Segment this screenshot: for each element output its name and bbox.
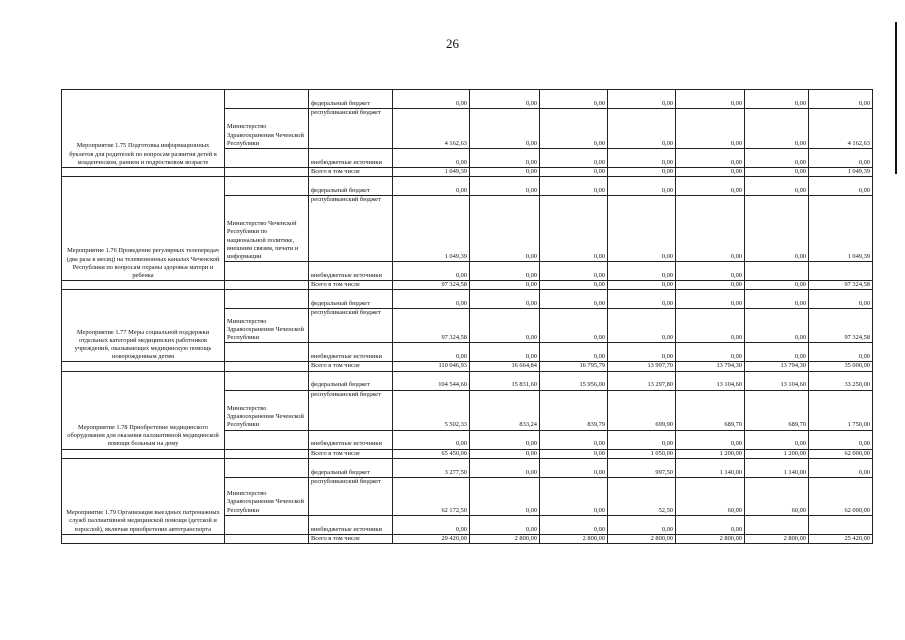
amount-cell: 0,00 xyxy=(608,281,676,290)
amount-cell: 0,00 xyxy=(676,309,745,343)
amount-cell: 0,00 xyxy=(540,168,608,177)
amount-cell: 0,00 xyxy=(676,177,745,196)
amount-cell: 0,00 xyxy=(608,109,676,149)
measure-title: Мероприятие 1.78 Приобретение медицинского оборудования для оказания паллиативной медицинской помощи больным на дому xyxy=(62,371,225,449)
amount-cell: 0,00 xyxy=(809,290,873,309)
federal-row xyxy=(62,90,873,109)
amount-cell: 0,00 xyxy=(809,430,873,449)
amount-cell: 0,00 xyxy=(676,290,745,309)
amount-cell: 0,00 xyxy=(608,309,676,343)
empty-cell xyxy=(225,458,309,477)
amount-cell: 0,00 xyxy=(470,177,540,196)
amount-cell: 0,00 xyxy=(745,196,809,262)
amount-cell: 0,00 xyxy=(745,281,809,290)
page-number: 26 xyxy=(446,36,459,51)
amount-cell xyxy=(745,515,809,534)
amount-cell: 0,00 xyxy=(608,430,676,449)
total-row xyxy=(62,362,873,371)
source-label: республиканский бюджет xyxy=(309,309,393,343)
amount-cell: 1 750,00 xyxy=(809,390,873,430)
amount-cell: 0,00 xyxy=(393,177,470,196)
amount-cell: 0,00 xyxy=(676,109,745,149)
empty-cell xyxy=(225,177,309,196)
federal-row xyxy=(62,290,873,309)
empty-cell xyxy=(62,449,225,458)
amount-cell: 0,00 xyxy=(745,343,809,362)
amount-cell: 104 544,60 xyxy=(393,371,470,390)
executor: Министерство Чеченской Республики по национальной политике, внешним связям, печати и информации xyxy=(225,196,309,262)
amount-cell: 0,00 xyxy=(745,149,809,168)
scan-edge-line xyxy=(895,22,897,174)
amount-cell: 1 050,00 xyxy=(608,449,676,458)
amount-cell: 13 104,60 xyxy=(676,371,745,390)
amount-cell: 0,00 xyxy=(540,149,608,168)
amount-cell: 2 800,00 xyxy=(540,534,608,543)
source-label: федеральный бюджет xyxy=(309,458,393,477)
empty-cell xyxy=(62,281,225,290)
amount-cell: 0,00 xyxy=(608,149,676,168)
amount-cell xyxy=(809,262,873,281)
amount-cell: 2 800,00 xyxy=(470,534,540,543)
amount-cell: 0,00 xyxy=(608,290,676,309)
amount-cell: 0,00 xyxy=(676,149,745,168)
amount-cell: 0,00 xyxy=(470,281,540,290)
amount-cell: 52,50 xyxy=(608,477,676,515)
amount-cell: 0,00 xyxy=(393,290,470,309)
amount-cell: 0,00 xyxy=(676,281,745,290)
budget-table-body xyxy=(62,90,873,544)
empty-cell xyxy=(225,149,309,168)
amount-cell: 1 140,00 xyxy=(676,458,745,477)
source-label: Всего в том числе xyxy=(309,449,393,458)
amount-cell: 0,00 xyxy=(809,343,873,362)
source-label: внебюджетные источники xyxy=(309,149,393,168)
amount-cell: 110 046,93 xyxy=(393,362,470,371)
amount-cell: 0,00 xyxy=(470,168,540,177)
amount-cell: 839,79 xyxy=(540,390,608,430)
amount-cell: 0,00 xyxy=(676,196,745,262)
amount-cell: 0,00 xyxy=(745,168,809,177)
amount-cell: 0,00 xyxy=(540,309,608,343)
amount-cell: 62 000,00 xyxy=(809,477,873,515)
amount-cell: 0,00 xyxy=(809,90,873,109)
amount-cell: 15 956,00 xyxy=(540,371,608,390)
amount-cell: 97 324,58 xyxy=(809,281,873,290)
amount-cell: 1 200,00 xyxy=(676,449,745,458)
amount-cell: 0,00 xyxy=(540,477,608,515)
amount-cell: 0,00 xyxy=(470,430,540,449)
amount-cell: 0,00 xyxy=(470,458,540,477)
amount-cell: 2 800,00 xyxy=(676,534,745,543)
amount-cell: 97 324,58 xyxy=(393,309,470,343)
amount-cell: 0,00 xyxy=(745,177,809,196)
amount-cell: 60,00 xyxy=(676,477,745,515)
source-label: Всего в том числе xyxy=(309,362,393,371)
amount-cell: 2 800,00 xyxy=(608,534,676,543)
amount-cell: 1 049,39 xyxy=(393,168,470,177)
amount-cell: 0,00 xyxy=(540,177,608,196)
amount-cell: 0,00 xyxy=(393,262,470,281)
source-label: Всего в том числе xyxy=(309,534,393,543)
executor: Министерство Здравоохранения Чеченской Республики xyxy=(225,390,309,430)
amount-cell: 0,00 xyxy=(676,168,745,177)
source-label: внебюджетные источники xyxy=(309,343,393,362)
amount-cell: 0,00 xyxy=(745,290,809,309)
amount-cell: 689,70 xyxy=(676,390,745,430)
amount-cell: 29 420,00 xyxy=(393,534,470,543)
amount-cell: 0,00 xyxy=(470,196,540,262)
source-label: республиканский бюджет xyxy=(309,477,393,515)
empty-cell xyxy=(62,534,225,543)
source-label: федеральный бюджет xyxy=(309,290,393,309)
source-label: республиканский бюджет xyxy=(309,390,393,430)
amount-cell: 0,00 xyxy=(745,430,809,449)
amount-cell: 0,00 xyxy=(540,458,608,477)
amount-cell: 0,00 xyxy=(745,309,809,343)
amount-cell: 0,00 xyxy=(540,290,608,309)
amount-cell: 0,00 xyxy=(608,262,676,281)
measure-title: Мероприятие 1.75 Подготовка информационных буклетов для родителей по вопросам развития детей в младенческом, раннем и подростковом возрасте xyxy=(62,90,225,168)
amount-cell: 997,50 xyxy=(608,458,676,477)
amount-cell: 0,00 xyxy=(809,458,873,477)
amount-cell: 0,00 xyxy=(540,449,608,458)
amount-cell: 62 172,50 xyxy=(393,477,470,515)
amount-cell: 0,00 xyxy=(470,262,540,281)
amount-cell: 0,00 xyxy=(470,109,540,149)
amount-cell: 0,00 xyxy=(393,90,470,109)
empty-cell xyxy=(225,371,309,390)
amount-cell: 0,00 xyxy=(745,109,809,149)
amount-cell: 60,00 xyxy=(745,477,809,515)
empty-cell xyxy=(62,168,225,177)
amount-cell: 2 800,00 xyxy=(745,534,809,543)
amount-cell: 0,00 xyxy=(470,515,540,534)
amount-cell: 0,00 xyxy=(540,90,608,109)
amount-cell: 0,00 xyxy=(393,149,470,168)
amount-cell: 35 000,00 xyxy=(809,362,873,371)
amount-cell: 0,00 xyxy=(809,149,873,168)
amount-cell: 0,00 xyxy=(676,343,745,362)
measure-title: Мероприятие 1.76 Проведение регулярных телепередач (два раза в месяц) на телевизионных каналах Чеченской Республики по вопросам охраны здоровья матери и ребенка xyxy=(62,177,225,281)
amount-cell: 97 324,58 xyxy=(393,281,470,290)
amount-cell: 0,00 xyxy=(540,515,608,534)
source-label: федеральный бюджет xyxy=(309,90,393,109)
amount-cell: 0,00 xyxy=(676,430,745,449)
empty-cell xyxy=(225,90,309,109)
empty-cell xyxy=(225,449,309,458)
amount-cell: 97 324,58 xyxy=(809,309,873,343)
source-label: внебюджетные источники xyxy=(309,430,393,449)
amount-cell: 0,00 xyxy=(470,477,540,515)
amount-cell: 1 049,39 xyxy=(393,196,470,262)
amount-cell: 0,00 xyxy=(540,109,608,149)
total-row xyxy=(62,281,873,290)
amount-cell: 33 250,00 xyxy=(809,371,873,390)
amount-cell: 0,00 xyxy=(608,196,676,262)
federal-row xyxy=(62,177,873,196)
amount-cell: 13 297,80 xyxy=(608,371,676,390)
amount-cell: 0,00 xyxy=(608,515,676,534)
amount-cell: 0,00 xyxy=(470,343,540,362)
source-label: внебюджетные источники xyxy=(309,262,393,281)
executor: Министерство Здравоохранения Чеченской Республики xyxy=(225,109,309,149)
federal-row xyxy=(62,371,873,390)
amount-cell: 0,00 xyxy=(809,177,873,196)
amount-cell: 0,00 xyxy=(540,430,608,449)
amount-cell: 13 104,60 xyxy=(745,371,809,390)
measure-title: Мероприятие 1.77 Меры социальной поддержки отдельных категорий медицинских работников учреждений, оказывающих медицинскую помощь новорожденным детям xyxy=(62,290,225,362)
empty-cell xyxy=(225,534,309,543)
amount-cell: 5 502,33 xyxy=(393,390,470,430)
amount-cell: 65 450,00 xyxy=(393,449,470,458)
empty-cell xyxy=(225,515,309,534)
source-label: Всего в том числе xyxy=(309,168,393,177)
empty-cell xyxy=(62,362,225,371)
budget-table xyxy=(61,89,873,544)
empty-cell xyxy=(225,262,309,281)
amount-cell: 0,00 xyxy=(470,90,540,109)
amount-cell: 0,00 xyxy=(470,309,540,343)
total-row xyxy=(62,449,873,458)
amount-cell: 0,00 xyxy=(393,430,470,449)
amount-cell: 0,00 xyxy=(470,449,540,458)
source-label: внебюджетные источники xyxy=(309,515,393,534)
amount-cell: 699,90 xyxy=(608,390,676,430)
final-total-row xyxy=(62,534,873,543)
amount-cell: 16 795,79 xyxy=(540,362,608,371)
amount-cell: 689,70 xyxy=(745,390,809,430)
amount-cell xyxy=(745,262,809,281)
amount-cell: 0,00 xyxy=(608,343,676,362)
source-label: республиканский бюджет xyxy=(309,109,393,149)
amount-cell: 0,00 xyxy=(608,90,676,109)
amount-cell: 0,00 xyxy=(608,177,676,196)
measure-title: Мероприятие 1.79 Организация выездных патронажных служб паллиативной медицинской помощи (детской и взрослой), включая приобретение автотранспорта xyxy=(62,458,225,534)
amount-cell: 0,00 xyxy=(540,281,608,290)
amount-cell: 0,00 xyxy=(608,168,676,177)
source-label: Всего в том числе xyxy=(309,281,393,290)
amount-cell: 1 049,39 xyxy=(809,196,873,262)
empty-cell xyxy=(225,281,309,290)
empty-cell xyxy=(225,290,309,309)
source-label: федеральный бюджет xyxy=(309,177,393,196)
amount-cell: 0,00 xyxy=(676,515,745,534)
source-label: республиканский бюджет xyxy=(309,196,393,262)
amount-cell: 0,00 xyxy=(540,343,608,362)
amount-cell: 833,24 xyxy=(470,390,540,430)
amount-cell: 0,00 xyxy=(540,262,608,281)
amount-cell: 62 000,00 xyxy=(809,449,873,458)
empty-cell xyxy=(225,362,309,371)
amount-cell: 1 049,39 xyxy=(809,168,873,177)
federal-row xyxy=(62,458,873,477)
amount-cell: 0,00 xyxy=(470,290,540,309)
amount-cell: 0,00 xyxy=(470,149,540,168)
empty-cell xyxy=(225,430,309,449)
amount-cell: 0,00 xyxy=(676,262,745,281)
amount-cell xyxy=(809,515,873,534)
amount-cell: 1 140,00 xyxy=(745,458,809,477)
empty-cell xyxy=(225,168,309,177)
executor: Министерство Здравоохранения Чеченской Республики xyxy=(225,477,309,515)
amount-cell: 3 277,50 xyxy=(393,458,470,477)
amount-cell: 0,00 xyxy=(393,343,470,362)
amount-cell: 4 162,63 xyxy=(809,109,873,149)
source-label: федеральный бюджет xyxy=(309,371,393,390)
total-row xyxy=(62,168,873,177)
amount-cell: 0,00 xyxy=(745,90,809,109)
amount-cell: 0,00 xyxy=(393,515,470,534)
amount-cell: 1 200,00 xyxy=(745,449,809,458)
amount-cell: 13 997,70 xyxy=(608,362,676,371)
amount-cell: 15 831,60 xyxy=(470,371,540,390)
amount-cell: 16 664,84 xyxy=(470,362,540,371)
amount-cell: 4 162,63 xyxy=(393,109,470,149)
amount-cell: 13 794,30 xyxy=(676,362,745,371)
amount-cell: 0,00 xyxy=(676,90,745,109)
empty-cell xyxy=(225,343,309,362)
amount-cell: 0,00 xyxy=(540,196,608,262)
amount-cell: 25 420,00 xyxy=(809,534,873,543)
amount-cell: 13 794,30 xyxy=(745,362,809,371)
executor: Министерство Здравоохранения Чеченской Республики xyxy=(225,309,309,343)
